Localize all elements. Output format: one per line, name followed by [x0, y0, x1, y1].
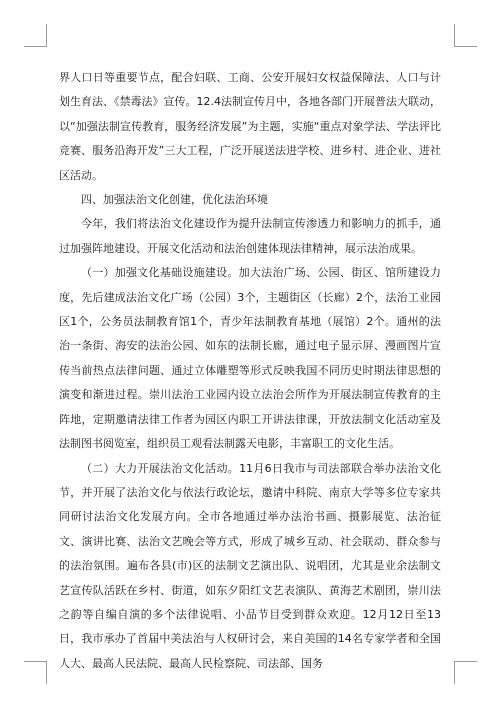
- document-body: [59, 66, 441, 676]
- paragraph-infrastructure: （一）加强文化基础设施建设。加大法治广场、公园、街区、馆所建设力度，先后建成法治文化广场（公园）3个，主题街区（长廊）2个，法治工业园区1个，公务员法制教育馆1个，青少年法制教育基地（展馆）2个。通州的法治一条街、海安的法治公园、如东的法制长廊，通过电子显示屏、漫画图片宣传当前热点法律问题、通过立体雕塑等形式反映我国不同历史时期法律思想的演变和渐进过程。崇川法治工业园内设立法治会所作为开展法制宣传教育的主阵地，定期邀请法律工作者为园区内职工开讲法律课，开放法制文化活动室及法制图书阅览室，组织员工观看法制露天电影，丰富职工的文化生活。: [59, 266, 441, 451]
- paragraph-activities: （二）大力开展法治文化活动。11月6日我市与司法部联合举办法治文化节，并开展了法治文化与依法行政论坛，邀请中科院、南京大学等多位专家共同研讨法治文化发展方向。全市各地通过举办法治书画、摄影展览、法治征文、演讲比赛、法治文艺晚会等方式，形成了城乡互动、社会联动、群众参与的法治氛围。遍布各县(市)区的法制文艺演出队、说唱团，尤其是业余法制文艺宣传队活跃在乡村、街道，如东夕阳红文艺表演队、黄海艺术剧团，崇川法之韵等自编自演的多个法律说唱、小品节目受到群众欢迎。12月12日至13日，我市承办了首届中美法治与人权研讨会，来自美国的14名专家学者和全国人大、最高人民法院、最高人民检察院、司法部、国务: [59, 461, 441, 670]
- paragraph-continuation: 界人口日等重要节点，配合妇联、工商、公安开展妇女权益保障法、人口与计划生育法、《禁毒法》宣传。12.4法制宣传月中，各地各部门开展普法大联动，以“加强法制宣传教育，服务经济发展”为主题，实施“重点对象学法、学法评比竞赛、服务沿海开发”三大工程，广泛开展送法进学校、进乡村、进企业、进社区活动。: [59, 71, 441, 182]
- paragraph-intro: 今年，我们将法治文化建设作为提升法制宣传渗透力和影响力的抓手，通过加强阵地建设、开展文化活动和法治创建体现法律精神，展示法治成果。: [59, 217, 441, 255]
- crop-mark-top-left: [24, 24, 47, 47]
- section-heading: 四、加强法治文化创建，优化法治环境: [81, 193, 268, 207]
- crop-mark-top-right: [454, 24, 477, 47]
- crop-mark-bottom-right: [454, 661, 477, 684]
- crop-mark-bottom-left: [24, 661, 47, 684]
